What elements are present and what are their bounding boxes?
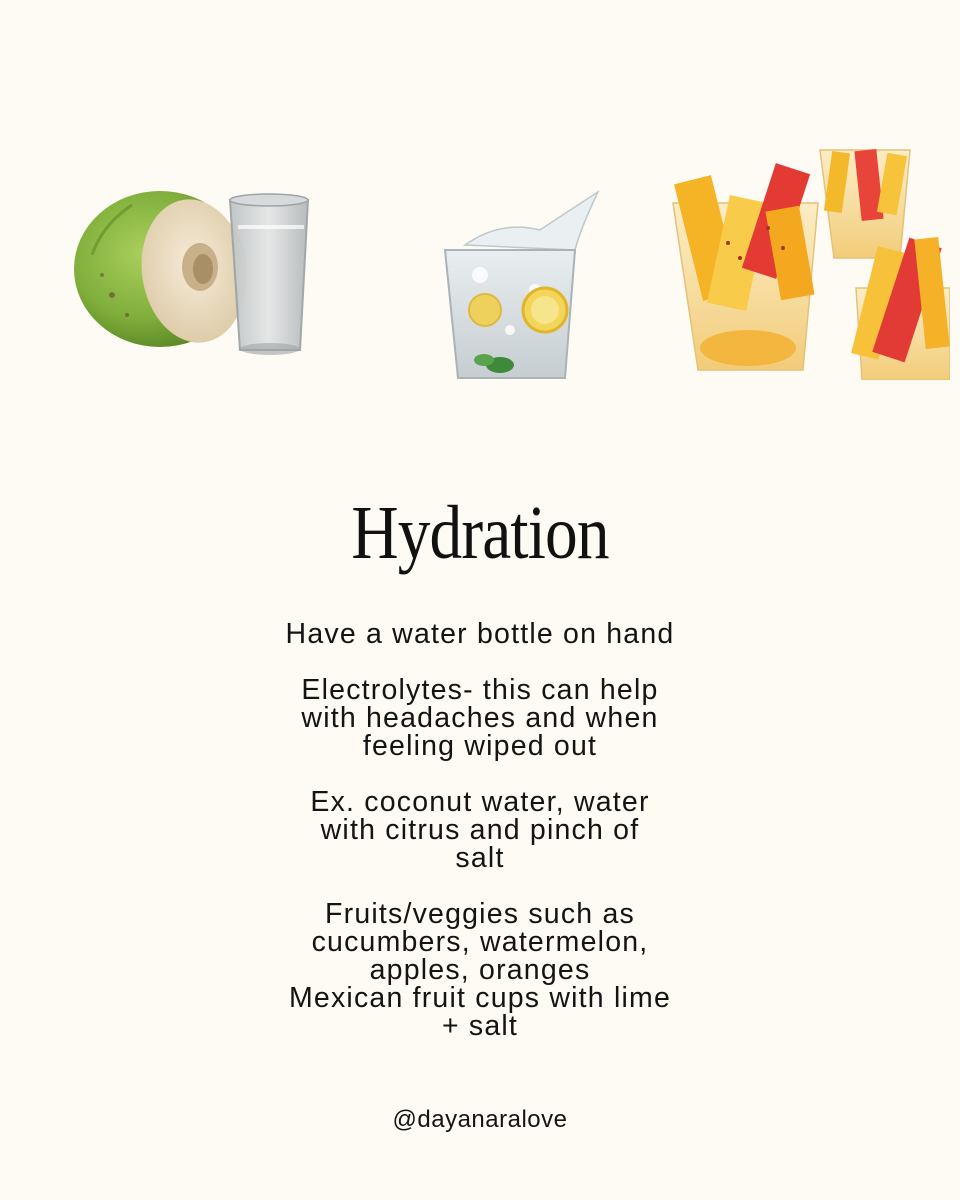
- tip-line: + salt: [441, 1010, 519, 1042]
- tip-line: Fruits/veggies such as: [325, 898, 635, 930]
- page-title: Hydration: [351, 491, 609, 575]
- tip-paragraph: [230, 676, 730, 760]
- tip-line: Have a water bottle on hand: [285, 618, 675, 650]
- tip-line: cucumbers, watermelon,: [311, 926, 649, 958]
- tip-line: with headaches and when: [301, 702, 659, 734]
- photo-strip: [0, 0, 960, 400]
- tip-line: with citrus and pinch of: [320, 814, 640, 846]
- tip-line: feeling wiped out: [362, 730, 598, 762]
- tip-paragraph: [230, 788, 730, 872]
- author-handle: @dayanaralove: [392, 1106, 568, 1133]
- tip-paragraph: [230, 620, 730, 648]
- tip-line: Electrolytes- this can help: [301, 674, 659, 706]
- tip-line: salt: [455, 842, 505, 874]
- tips-text: [230, 620, 730, 1068]
- tip-paragraph: [230, 900, 730, 1040]
- citrus-water-photo: [440, 190, 600, 380]
- coconut-water-photo: [72, 185, 312, 360]
- tip-line: apples, oranges: [369, 954, 591, 986]
- tip-line: Mexican fruit cups with lime: [288, 982, 672, 1014]
- tip-line: Ex. coconut water, water: [310, 786, 650, 818]
- fruit-cups-photo: [668, 148, 950, 380]
